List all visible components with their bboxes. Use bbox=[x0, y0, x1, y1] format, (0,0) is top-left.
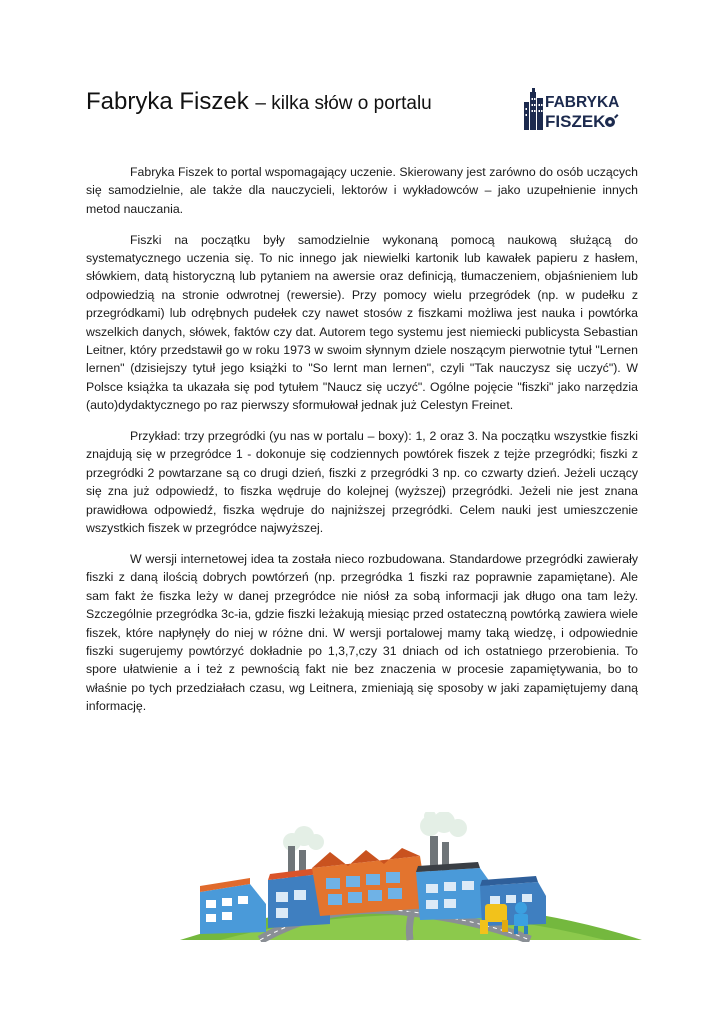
title-subtitle: – kilka słów o portalu bbox=[255, 93, 432, 114]
factory-town-illustration bbox=[180, 812, 642, 942]
page-title bbox=[86, 88, 432, 116]
logo-text-line2: FISZEK bbox=[545, 112, 606, 131]
building-main-factory bbox=[312, 848, 428, 916]
paragraph: W wersji internetowej idea ta została nieco rozbudowana. Standardowe przegródki zawierały fiszki z daną ilością dobrych powtórzeń (np. przegródka 1 fiszki raz poprawnie zapamiętane). Ale sam fakt że fiszka leży w danej przegródce nie niósł za sobą informacji jak długo ona tam leży. Szczególnie przegródka 3c-ia, gdzie fiszki leżakują miesiąc przed ostateczną powtórką zawiera wiele fiszek, które napłynęły do niej w różne dni. W wersji portalowej mamy taką wiedzę, i odpowiednie fiszki sugerujemy powtórzyć dokładnie po 1,3,7,czy 31 dniach od ich ostatniego przerobienia. To spore ułatwienie a i też z pewnością fakt nie bez znaczenia w procesie zapamiętywania, bo to właśnie po tych przedziałach czasu, wg Leitnera, zmieniają się sposoby w jaki zapamiętujemy daną informację. bbox=[86, 551, 638, 714]
logo-text-line1: FABRYKA bbox=[545, 94, 620, 111]
title-main: Fabryka Fiszek bbox=[86, 88, 249, 115]
article-body bbox=[86, 163, 638, 728]
paragraph: Fiszki na początku były samodzielnie wykonaną pomocą naukową służącą do systematycznego uczenia się. To nic innego jak niewielki kartonik lub kawałek papieru z hasłem, słówkiem, datą historyczną lub pytaniem na awersie oraz definicją, tłumaczeniem, objaśnieniem lub odpowiedzią na stronie odwrotnej (rewersie). Przy pomocy wielu przegródek (np. w pudełku z przegródkami) lub odrębnych pudełek czy nawet stosów z fiszkami możliwa jest nauka i powtórka wszelkich danych, słówek, faktów czy dat. Autorem tego systemu jest niemiecki publicysta Sebastian Leitner, który przedstawił go w roku 1973 w swoim słynnym dziele noszącym pierwotnie tytuł "Lernen lernen" (dzisiejszy tytuł jego książki to "So lernt man lernen", czyli "Tak nauczysz się uczyć"). W Polsce książka ta ukazała się pod tytułem "Naucz się uczyć". Ogólne pojęcie "fiszki" jako narzędzia (auto)dydaktycznego po raz pierwszy sformułował jednak już Celestyn Freinet. bbox=[86, 232, 638, 413]
building-right bbox=[416, 862, 490, 920]
logo-gear-icon bbox=[605, 114, 619, 127]
paragraph: Przykład: trzy przegródki (yu nas w portalu – boxy): 1, 2 oraz 3. Na początku wszystkie fiszki znajdują się w przegródce 1 - dokonuje się codziennych powtórek fiszek z tejże przegródki; fiszki z przegródki 2 powtarzane są co drugi dzień, fiszki z przegródki 3 np. co czwarty dzień. Jeżeli uczący się zna już odpowiedź, to fiszka wędruje do kolejnej (wyższej) przegródki. Jeżeli nie jest znana prawidłowa odpowiedź, fiszka wędruje do najniższej przegródki. Celem nauki jest umieszczenie wszystkich fiszek w przegródce najwyższej. bbox=[86, 429, 638, 536]
building-left bbox=[200, 878, 266, 934]
fabryka-fiszek-logo bbox=[524, 86, 620, 132]
paragraph: Fabryka Fiszek to portal wspomagający uczenie. Skierowany jest zarówno do osób uczących się samodzielnie, ale także dla nauczycieli, lektorów i wykładowców – jako uzupełnienie innych metod nauczania. bbox=[86, 165, 638, 216]
smoke-clouds bbox=[283, 812, 467, 851]
